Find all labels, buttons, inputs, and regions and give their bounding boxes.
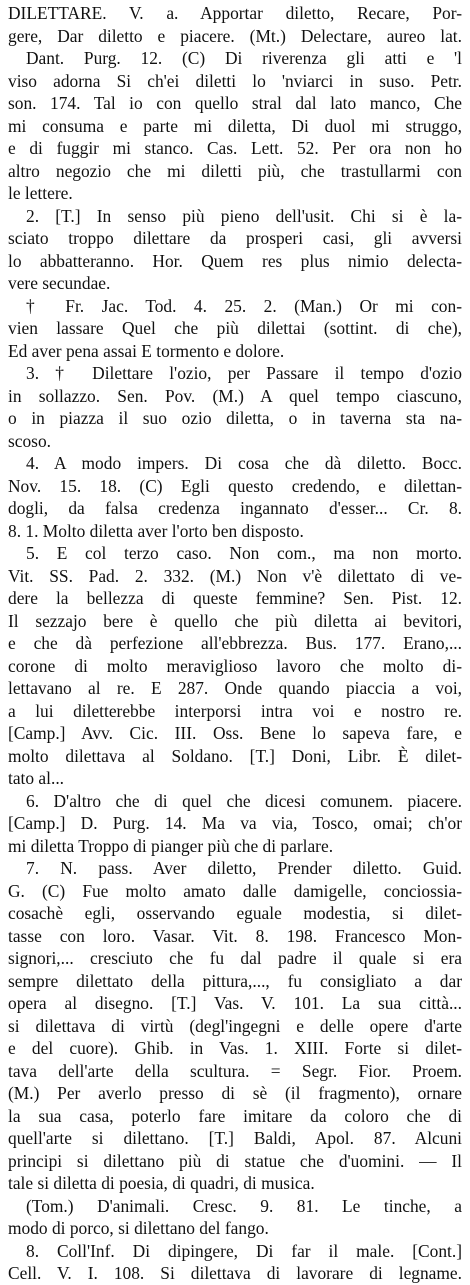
- entry-line: corone di molto meraviglioso lavoro che molto di-: [8, 655, 462, 676]
- entry-line: tasse con loro. Vasar. Vit. 8. 198. Francesco Mon-: [8, 925, 462, 946]
- entry-line: Il sezzajo bere è quello che più diletta ai bevitori,: [8, 610, 462, 631]
- entry-line: G. (C) Fue molto amato dalle damigelle, conciossia-: [8, 880, 462, 901]
- entry-line: dogli, da falsa credenza ingannato d'esser... Cr. 8.: [8, 498, 462, 518]
- entry-line: si dilettava di virtù (degl'ingegni e delle opere d'arte: [8, 1015, 462, 1036]
- entry-line: Nov. 15. 18. (C) Egli questo credendo, e dilettan-: [8, 475, 462, 496]
- entry-line: (M.) Per averlo presso di sè (il fragmento), ornare: [8, 1083, 462, 1103]
- entry-line: molto dilettava al Soldano. [T.] Doni, Libr. È dilet-: [8, 745, 462, 766]
- entry-line: a lui diletterebbe interporsi intra voi e nostro re.: [8, 700, 462, 721]
- entry-line: tava dell'arte della scultura. = Segr. Fior. Proem.: [8, 1060, 462, 1081]
- entry-line: sempre dilettato della pittura,..., fu consigliato a dar: [8, 970, 462, 991]
- entry-line: Dant. Purg. 12. (C) Di riverenza gli atti e 'l: [26, 48, 462, 68]
- entry-line: son. 174. Tal io con quello stral dal lato manco, Che: [8, 93, 462, 113]
- entry-line: lettavano al re. E 287. Onde quando piaccia a voi,: [8, 678, 462, 698]
- entry-line: [Camp.] Avv. Cic. III. Oss. Bene lo sapeva fare, e: [8, 723, 462, 743]
- entry-line: e di fuggir mi stanco. Cas. Lett. 52. Per ora non ho: [8, 138, 462, 158]
- entry-line: viso adorna Si ch'ei diletti lo 'nviarci in suso. Petr.: [8, 70, 462, 91]
- entry-line: scoso.: [8, 430, 51, 451]
- entry-line: DILETTARE. V. a. Apportar diletto, Recare, Por-: [8, 3, 462, 23]
- entry-line: tato al...: [8, 768, 65, 788]
- entry-line: [Camp.] D. Purg. 14. Ma va via, Tosco, omai; ch'or: [8, 813, 462, 833]
- entry-line: signori,... cresciuto che fu dal padre il quale si era: [8, 948, 462, 968]
- entry-line: (Tom.) D'animali. Cresc. 9. 81. Le tinche, a: [26, 1195, 462, 1216]
- entry-line: vere secundae.: [8, 273, 111, 293]
- entry-line: o in piazza il suo ozio diletta, o in taverna sta na-: [8, 408, 462, 428]
- entry-line: 2. [T.] In senso più pieno dell'usit. Chi si è la-: [26, 205, 462, 226]
- entry-line: 6. D'altro che di quel che dicesi comunem. piacere.: [26, 790, 462, 811]
- entry-line: 7. N. pass. Aver diletto, Prender diletto. Guid.: [26, 858, 462, 878]
- entry-line: tale si diletta di poesia, di quadri, di musica.: [8, 1173, 315, 1193]
- entry-line: Vit. SS. Pad. 2. 332. (M.) Non v'è dilettato di ve-: [8, 565, 462, 586]
- entry-line: mi consuma e parte mi diletta, Di duol mi struggo,: [8, 115, 462, 136]
- entry-line: e del cuore). Ghib. in Vas. 1. XIII. Forte si dilet-: [8, 1038, 462, 1058]
- entry-line: e che dà perfezione all'ebbrezza. Bus. 177. Erano,...: [8, 633, 462, 653]
- entry-line: la sua casa, poterlo fare imitare da coloro che di: [8, 1105, 462, 1126]
- entry-line: 3. † Dilettare l'ozio, per Passare il tempo d'ozio: [26, 363, 462, 383]
- entry-line: cosachè egli, osservando eguale modestia, si dilet-: [8, 903, 462, 923]
- entry-line: Ed aver pena assai E tormento e dolore.: [8, 340, 285, 361]
- entry-line: 4. A modo impers. Di cosa che dà diletto. Bocc.: [26, 453, 462, 473]
- entry-line: modo di porco, si dilettano del fango.: [8, 1218, 269, 1238]
- entry-line: dere la bellezza di queste femmine? Sen. Pist. 12.: [8, 588, 462, 608]
- entry-line: opera al disegno. [T.] Vas. V. 101. La sua città...: [8, 993, 462, 1013]
- entry-line: † Fr. Jac. Tod. 4. 25. 2. (Man.) Or mi con-: [26, 295, 462, 316]
- entry-line: le lettere.: [8, 183, 73, 203]
- entry-line: 8. 1. Molto diletta aver l'orto ben disposto.: [8, 520, 304, 541]
- entry-line: lo abbatteranno. Hor. Quem res plus nimio delecta-: [8, 250, 462, 271]
- entry-line: Cell. V. I. 108. Si dilettava di lavorare di legname.: [8, 1263, 462, 1283]
- entry-line: altro negozio che mi diletti più, che trastullarmi con: [8, 160, 462, 181]
- entry-line: 5. E col terzo caso. Non com., ma non morto.: [26, 543, 462, 563]
- entry-line: principi si dilettano più di statue che d'uomini. — Il: [8, 1150, 462, 1171]
- entry-line: in sollazzo. Sen. Pov. (M.) A quel tempo ciascuno,: [8, 385, 462, 406]
- entry-line: vien lassare Quel che più dilettai (sottint. di che),: [8, 318, 462, 338]
- entry-line: sciato troppo dilettare da prosperi casi, gli avversi: [8, 228, 462, 248]
- entry-line: 8. Coll'Inf. Di dipingere, Di far il male. [Cont.]: [26, 1240, 462, 1261]
- entry-line: quell'arte si dilettano. [T.] Baldi, Apol. 87. Alcuni: [8, 1128, 462, 1148]
- entry-line: mi diletta Troppo di pianger più che di parlare.: [8, 835, 334, 856]
- entry-line: gere, Dar diletto e piacere. (Mt.) Delectare, aureo lat.: [8, 25, 462, 46]
